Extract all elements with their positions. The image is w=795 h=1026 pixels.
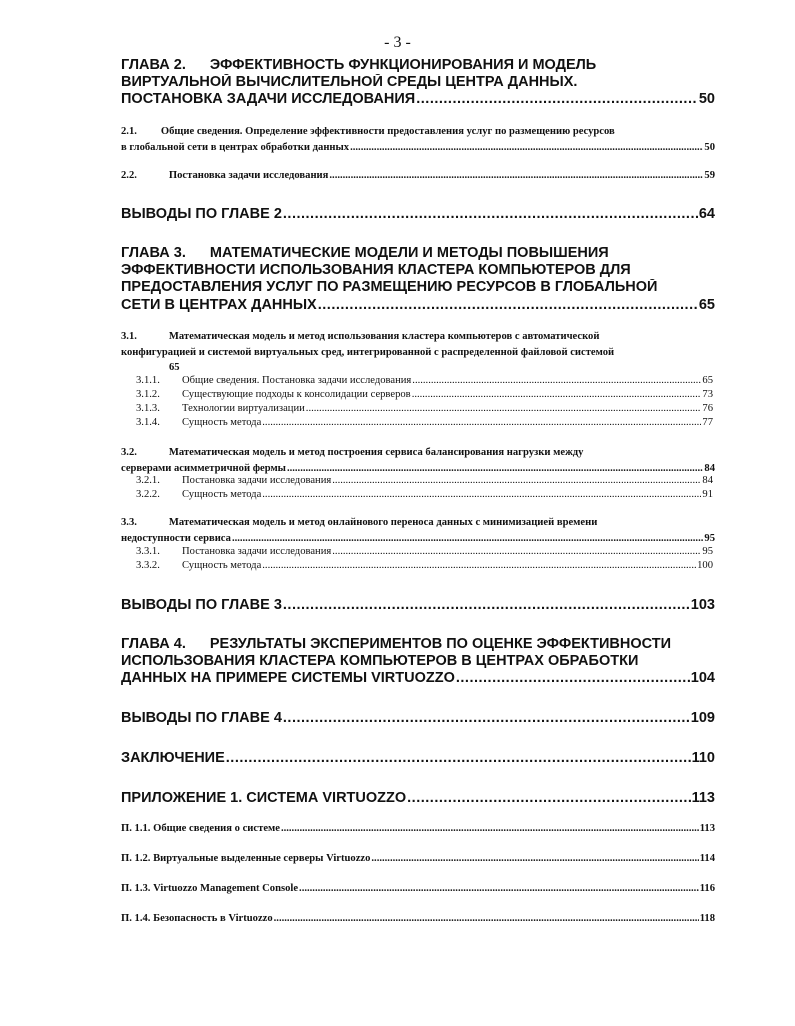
subsection-title: Сущность метода [182,489,262,500]
section-title-line: Математическая модель и метод использования кластера компьютеров с автоматической [168,331,600,342]
subsection-number: 3.2.2. [136,489,160,500]
dot-leader [274,911,699,927]
dot-leader [329,168,703,184]
toc-subsection-3-3-1[interactable] [136,545,713,559]
dot-leader [262,416,701,430]
toc-section-2-2[interactable] [121,168,715,184]
page-ref: 77 [702,417,713,428]
page-ref: 59 [704,170,715,181]
entry-title: ПРИЛОЖЕНИЕ 1. СИСТЕМА VIRTUOZZO [121,790,407,806]
page-ref: 65 [702,375,713,386]
section-title-line: конфигурацией и системой виртуальных сред, интегрированной с распределенной файловой системой [121,346,615,358]
toc-subsection-3-1-2[interactable] [136,388,713,402]
chapter-title-line: ДАННЫХ НА ПРИМЕРЕ СИСТЕМЫ VIRTUOZZO [121,670,455,687]
chapter-title-line: ПРЕДОСТАВЛЕНИЯ УСЛУГ ПО РАЗМЕЩЕНИЮ РЕСУРСОВ В ГЛОБАЛЬНОЙ [121,279,658,296]
subsection-title: Постановка задачи исследования [182,475,332,486]
subsection-title: Сущность метода [182,417,262,428]
subsection-title: Постановка задачи исследования [182,546,332,557]
section-number: П. 1.4. [121,913,151,924]
toc-subsection-3-2-2[interactable] [136,488,713,502]
chapter-title-line: СЕТИ В ЦЕНТРАХ ДАННЫХ [121,296,317,313]
page-ref: 114 [699,853,715,864]
dot-leader [262,488,701,502]
page-ref: 50 [704,141,715,153]
page-ref: 50 [698,91,715,108]
page-ref: 64 [698,206,715,222]
page-ref: 73 [702,389,713,400]
page-number: - 3 - [384,34,411,51]
dot-leader [350,140,703,156]
subsection-number: 3.1.3. [136,403,160,414]
section-title-line: в глобальной сети в центрах обработки данных [121,141,350,153]
toc-chapter-4[interactable] [121,636,715,688]
subsection-title: Общие сведения. Постановка задачи исследования [182,375,412,386]
page-ref: 65 [698,296,715,313]
toc-conclusion[interactable] [121,750,715,767]
page-ref: 104 [690,670,715,687]
dot-leader [318,297,698,314]
section-title: Безопасность в Virtuozzo [153,913,273,924]
section-title: Общие сведения о системе [153,823,280,834]
section-number: П. 1.3. [121,883,151,894]
toc-conclusions-3[interactable] [121,597,715,614]
subsection-number: 3.3.2. [136,560,160,571]
toc-conclusions-2[interactable] [121,206,715,223]
subsection-number: 3.2.1. [136,475,160,486]
dot-leader [299,881,699,897]
dot-leader [416,91,698,108]
section-title: Virtuozzo Management Console [153,883,299,894]
chapter-label: ГЛАВА 4. [121,636,186,652]
toc-appendix-1-2[interactable] [121,851,715,867]
page-ref: 65 [169,362,180,373]
page-ref: 95 [702,546,713,557]
dot-leader [371,851,698,867]
entry-title: ВЫВОДЫ ПО ГЛАВЕ 4 [121,710,282,726]
chapter-title-line: МАТЕМАТИЧЕСКИЕ МОДЕЛИ И МЕТОДЫ ПОВЫШЕНИЯ [209,245,609,261]
toc-subsections-3-1 [136,374,713,430]
page-ref: 84 [704,462,715,474]
page-ref: 91 [702,489,713,500]
subsection-number: 3.3.1. [136,546,160,557]
page-ref: 110 [691,750,715,766]
dot-leader [283,597,690,614]
toc-chapter-2[interactable] [121,57,715,109]
toc-appendix-1[interactable] [121,790,715,807]
dot-leader [306,402,702,416]
page-ref: 116 [699,883,715,894]
page-ref: 84 [702,475,713,486]
toc-conclusions-4[interactable] [121,710,715,727]
dot-leader [332,545,701,559]
dot-leader [283,710,690,727]
toc-subsection-3-1-4[interactable] [136,416,713,430]
section-number: 2.2. [121,170,137,181]
section-title-line: Математическая модель и метод онлайнового переноса данных с минимизацией времени [168,517,598,528]
subsection-title: Существующие подходы к консолидации серверов [182,389,411,400]
section-title-line: Математическая модель и метод построения сервиса балансирования нагрузки между [168,447,584,458]
page-ref: 113 [691,790,715,806]
subsection-title: Сущность метода [182,560,262,571]
toc-appendix-1-3[interactable] [121,881,715,897]
dot-leader [412,374,701,388]
toc-section-3-3[interactable] [121,515,715,546]
chapter-label: ГЛАВА 2. [121,57,186,73]
toc-section-2-1[interactable] [121,124,715,155]
section-title-line: серверами асимметричной фермы [121,462,286,474]
section-title-line: Общие сведения. Определение эффективности предоставления услуг по размещению ресурсов [160,126,615,137]
dot-leader [226,750,691,767]
toc-subsection-3-3-2[interactable] [136,559,713,573]
section-title: Постановка задачи исследования [168,170,329,181]
chapter-title-line: ВИРТУАЛЬНОЙ ВЫЧИСЛИТЕЛЬНОЙ СРЕДЫ ЦЕНТРА ДАННЫХ. [121,74,578,91]
toc-subsection-3-2-1[interactable] [136,474,713,488]
entry-title: ЗАКЛЮЧЕНИЕ [121,750,225,766]
toc-subsections-3-2 [136,474,713,502]
section-number: П. 1.2. [121,853,151,864]
entry-title: ВЫВОДЫ ПО ГЛАВЕ 2 [121,206,282,222]
page-ref: 113 [699,823,715,834]
dot-leader [262,559,696,573]
dot-leader [283,206,698,223]
dot-leader [407,790,690,807]
chapter-title-line: ПОСТАНОВКА ЗАДАЧИ ИССЛЕДОВАНИЯ [121,91,416,108]
page-ref: 95 [704,532,715,544]
toc-subsection-3-1-3[interactable] [136,402,713,416]
subsection-title: Технологии виртуализации [182,403,305,414]
page-ref: 76 [702,403,713,414]
section-title-line: недоступности сервиса [121,532,231,544]
chapter-title-line: ЭФФЕКТИВНОСТИ ИСПОЛЬЗОВАНИЯ КЛАСТЕРА КОМПЬЮТЕРОВ ДЛЯ [121,262,631,279]
section-number: 3.3. [121,517,137,528]
toc-appendix-1-4[interactable] [121,911,715,927]
dot-leader [232,531,703,547]
chapter-title-line: ИСПОЛЬЗОВАНИЯ КЛАСТЕРА КОМПЬЮТЕРОВ В ЦЕНТРАХ ОБРАБОТКИ [121,653,639,670]
subsection-number: 3.1.1. [136,375,160,386]
chapter-label: ГЛАВА 3. [121,245,186,261]
subsection-number: 3.1.2. [136,389,160,400]
chapter-title-line: ЭФФЕКТИВНОСТЬ ФУНКЦИОНИРОВАНИЯ И МОДЕЛЬ [209,57,597,73]
section-number: 3.2. [121,447,137,458]
section-number: 2.1. [121,126,137,137]
section-number: П. 1.1. [121,823,151,834]
page-ref: 118 [699,913,715,924]
dot-leader [456,670,690,687]
page-ref: 109 [690,710,715,726]
dot-leader [281,821,699,837]
page-ref: 100 [697,560,713,571]
section-number: 3.1. [121,331,137,342]
toc-section-3-1[interactable] [121,329,715,376]
page-ref: 103 [690,597,715,613]
toc-subsection-3-1-1[interactable] [136,374,713,388]
chapter-title-line: РЕЗУЛЬТАТЫ ЭКСПЕРИМЕНТОВ ПО ОЦЕНКЕ ЭФФЕКТИВНОСТИ [209,636,671,652]
subsection-number: 3.1.4. [136,417,160,428]
toc-appendix-1-1[interactable] [121,821,715,837]
entry-title: ВЫВОДЫ ПО ГЛАВЕ 3 [121,597,282,613]
dot-leader [332,474,701,488]
toc-chapter-3[interactable] [121,245,715,314]
toc-subsections-3-3 [136,545,713,573]
section-title: Виртуальные выделенные серверы Virtuozzo [153,853,371,864]
toc-section-3-2[interactable] [121,445,715,476]
dot-leader [412,388,702,402]
